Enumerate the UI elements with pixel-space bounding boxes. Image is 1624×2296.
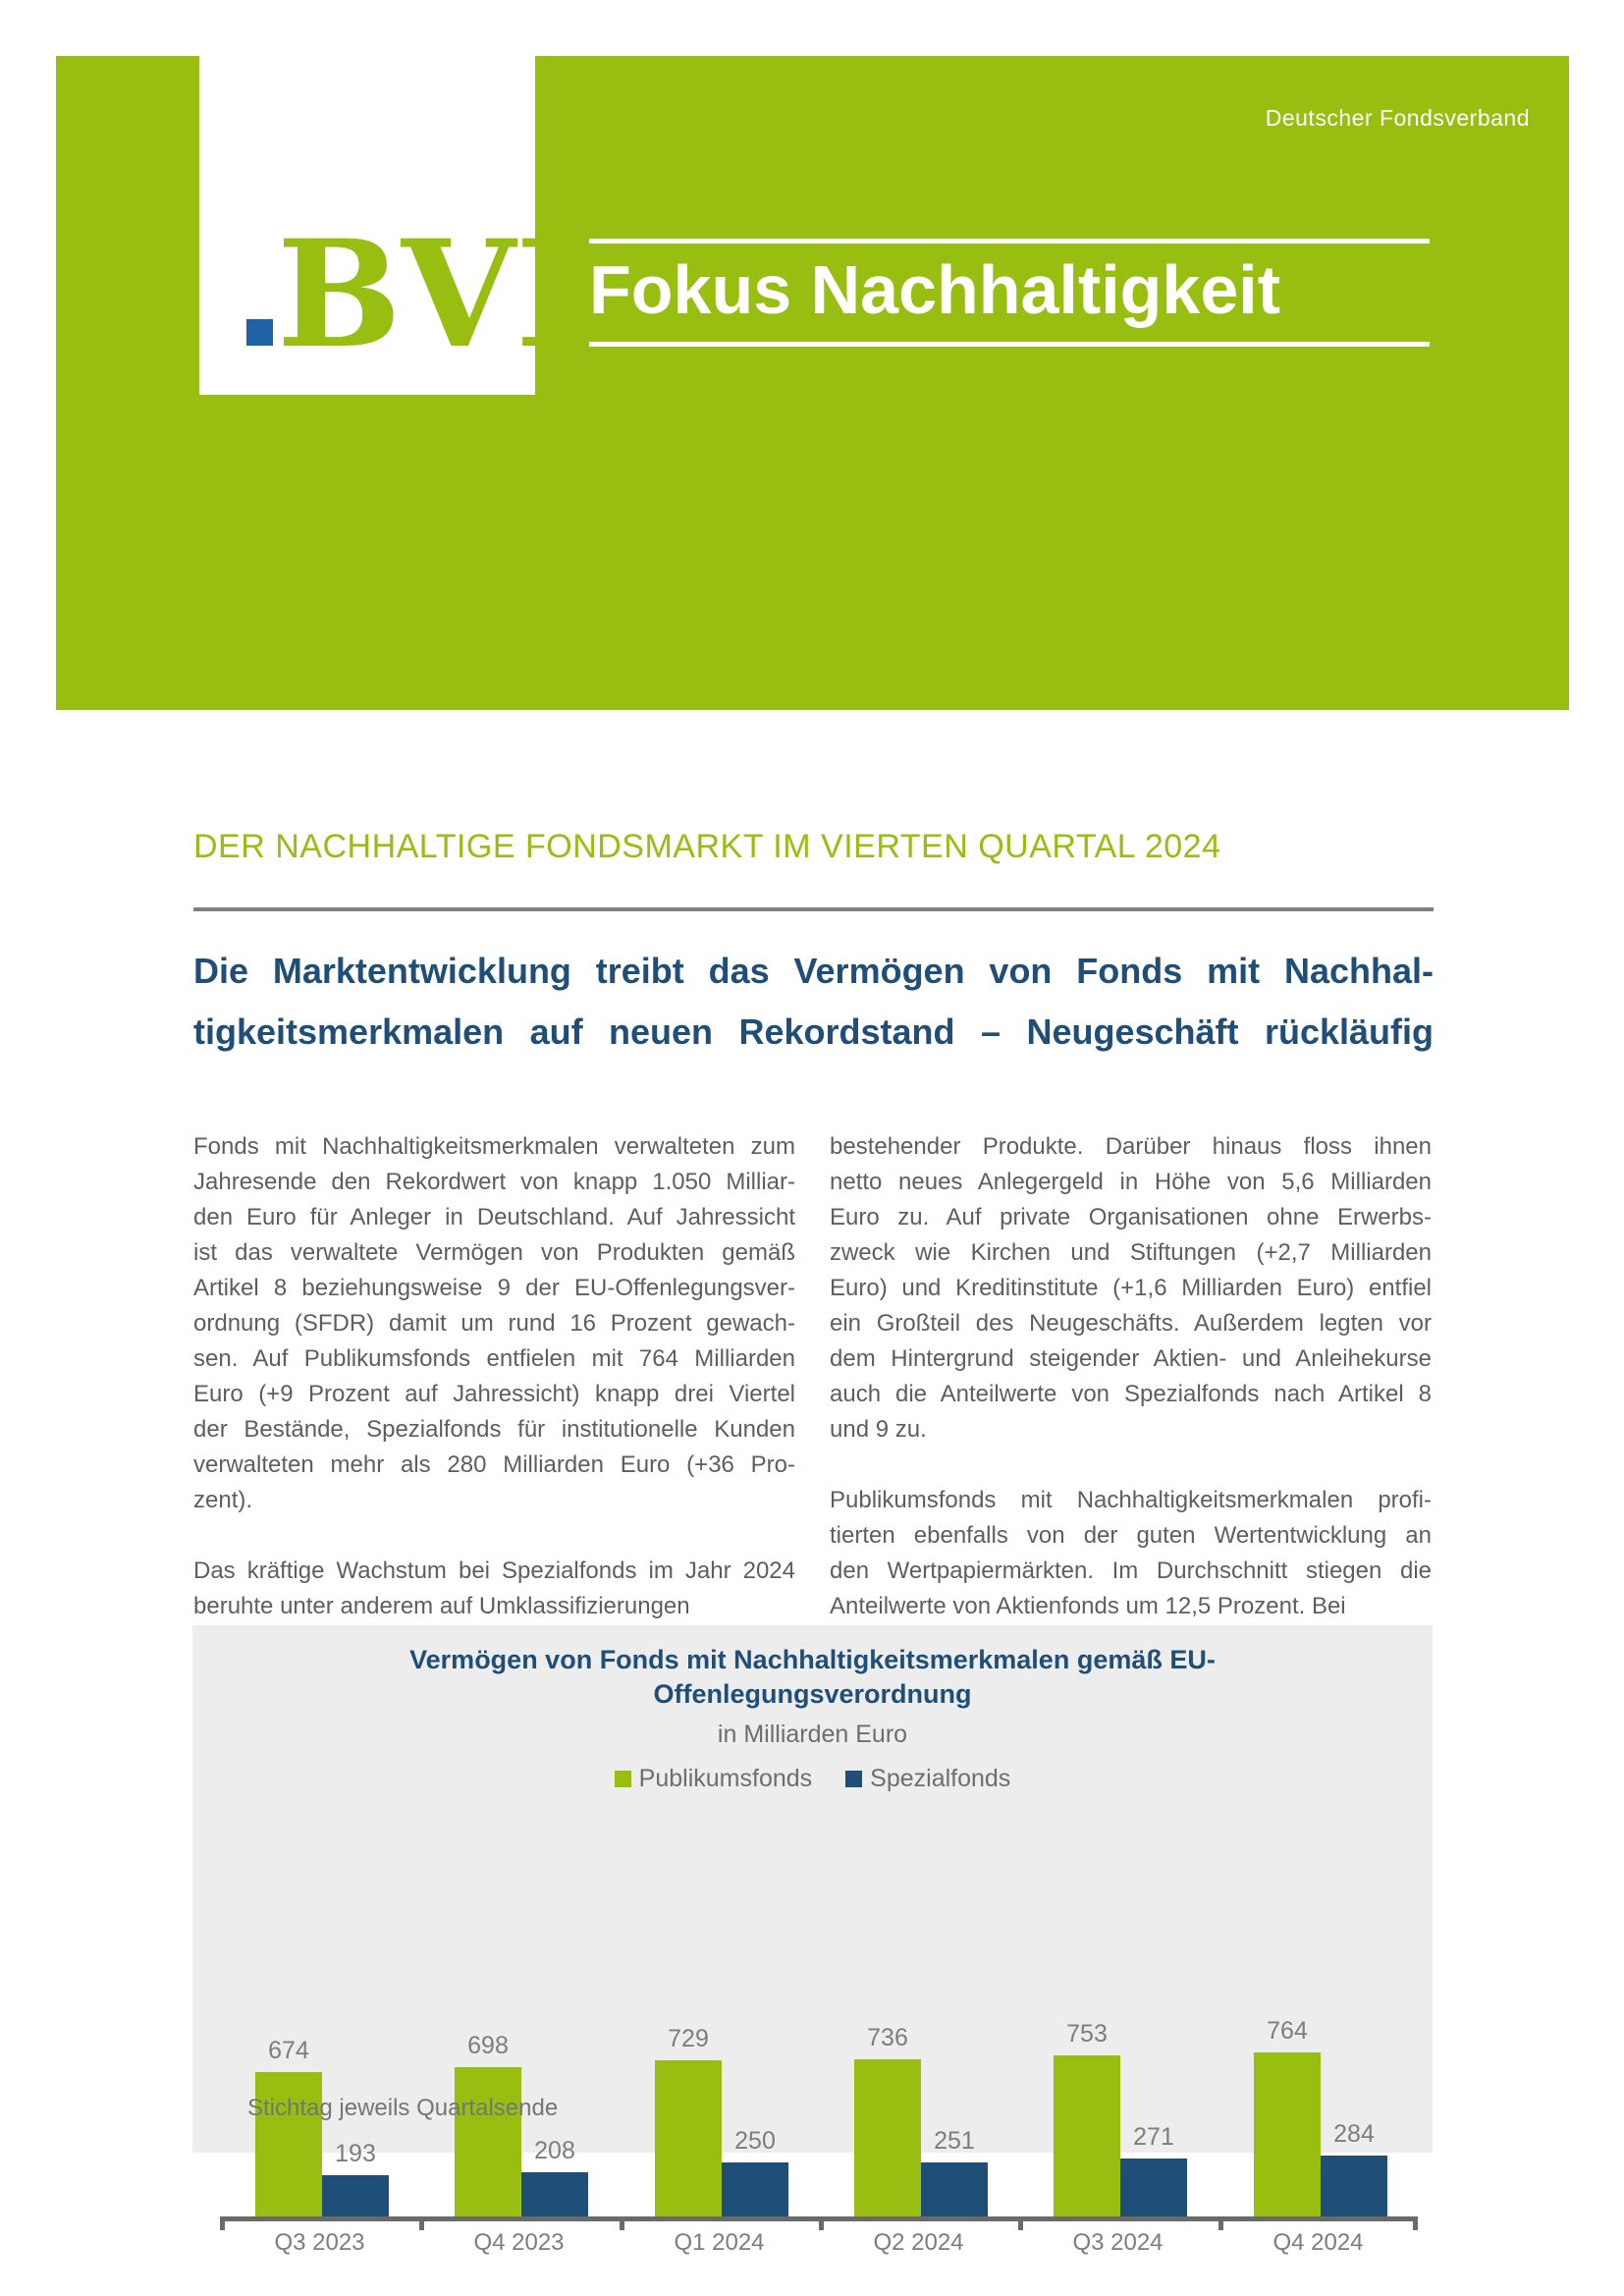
x-axis-tick (819, 2216, 824, 2230)
bvi-logo (199, 56, 585, 395)
chart-footnote: Stichtag jeweils Quartalsende (247, 2095, 559, 2121)
legend-swatch-icon (615, 1771, 631, 1787)
body-line: Euro) und Kreditinstitute (+1,6 Milliarden Euro) entfiel (830, 1275, 1432, 1301)
headline-line: Die Marktentwicklung treibt das Vermögen von Fonds mit Nachhal- (193, 951, 1434, 991)
legend-item (615, 1765, 812, 1793)
bar-value-label: 284 (1333, 2120, 1375, 2148)
paragraph (830, 1483, 1432, 1624)
body-column-left (193, 1129, 795, 1660)
legend-label: Publikumsfonds (638, 1765, 813, 1792)
bar-spezialfonds (322, 2175, 389, 2216)
x-axis-tick (1018, 2216, 1023, 2230)
body-line: ein Großteil des Neugeschäfts. Außerdem legten vor (830, 1310, 1432, 1337)
headline-line: tigkeitsmerkmalen auf neuen Rekordstand – Neugeschäft rückläufig (193, 1011, 1434, 1052)
x-axis-label: Q4 2023 (473, 2229, 565, 2256)
logo-wordmark (246, 208, 585, 381)
x-axis-tick (620, 2216, 624, 2230)
masthead-title-text: Fokus Nachhaltigkeit (589, 251, 1281, 328)
body-column-right (830, 1129, 1432, 1660)
article-headline (193, 941, 1434, 1063)
paragraph (830, 1129, 1432, 1448)
body-line: Artikel 8 beziehungsweise 9 der EU-Offenlegungsver- (193, 1275, 795, 1301)
body-line: verwalteten mehr als 280 Milliarden Euro (+36 Pro- (193, 1451, 795, 1478)
chart-title-line: Offenlegungsverordnung (653, 1679, 972, 1709)
bar-spezialfonds (1321, 2156, 1387, 2216)
legend-swatch-icon (845, 1771, 862, 1787)
bar-value-label: 698 (467, 2032, 509, 2059)
paragraph (193, 1129, 795, 1518)
body-line: dem Hintergrund steigender Aktien- und Anleihekurse (830, 1345, 1432, 1372)
body-line: der Bestände, Spezialfonds für institutionelle Kunden (193, 1416, 795, 1443)
x-axis-tick (220, 2216, 225, 2230)
bar-value-label: 251 (934, 2127, 975, 2155)
logo-text: BVI (277, 208, 585, 381)
chart-panel (192, 1625, 1433, 2256)
body-line: netto neues Anlegergeld in Höhe von 5,6 Milliarden (830, 1169, 1432, 1195)
bar-value-label: 674 (268, 2037, 309, 2064)
bar-value-label: 753 (1066, 2020, 1108, 2048)
bar-spezialfonds (921, 2162, 988, 2216)
chart-title-line: Vermögen von Fonds mit Nachhaltigkeitsmerkmalen gemäß EU- (409, 1645, 1216, 1674)
body-line: Das kräftige Wachstum bei Spezialfonds im Jahr 2024 (193, 1558, 795, 1584)
bar-value-label: 736 (867, 2024, 908, 2051)
chart-subtitle: in Milliarden Euro (717, 1721, 908, 1748)
paragraph (193, 1554, 795, 1624)
legend-label: Spezialfonds (870, 1765, 1011, 1792)
body-line: bestehender Produkte. Darüber hinaus floss ihnen (830, 1133, 1432, 1160)
bar-spezialfonds (521, 2172, 588, 2216)
bar-spezialfonds (722, 2162, 788, 2216)
masthead (56, 56, 1569, 710)
body-line: Jahresende den Rekordwert von knapp 1.050 Milliar- (193, 1169, 795, 1195)
body-line: beruhte unter anderem auf Umklassifizierungen (193, 1593, 690, 1619)
body-line: zweck wie Kirchen und Stiftungen (+2,7 Milliarden (830, 1239, 1432, 1266)
section-kicker: DER NACHHALTIGE FONDSMARKT IM VIERTEN QUARTAL 2024 (193, 828, 1221, 865)
body-line: tierten ebenfalls von der guten Wertentwicklung an (830, 1522, 1432, 1549)
body-line: den Euro für Anleger in Deutschland. Auf Jahressicht (193, 1204, 795, 1230)
masthead-title (589, 239, 1430, 347)
x-axis-label: Q3 2023 (274, 2229, 365, 2256)
x-axis-tick (1413, 2216, 1418, 2230)
x-axis-label: Q4 2024 (1272, 2229, 1364, 2256)
body-line: zent). (193, 1487, 253, 1513)
chart-legend (192, 1765, 1433, 1793)
chart-plot-area (192, 1819, 1433, 2270)
x-axis-tick (1218, 2216, 1223, 2230)
chart-title (192, 1643, 1433, 1712)
body-line: Anteilwerte von Aktienfonds um 12,5 Prozent. Bei (830, 1593, 1346, 1619)
body-line: Fonds mit Nachhaltigkeitsmerkmalen verwalteten zum (193, 1133, 795, 1160)
logo-dot-icon (246, 319, 273, 346)
masthead-tagline: Deutscher Fondsverband (1265, 105, 1530, 131)
body-line: Euro (+9 Prozent auf Jahressicht) knapp drei Viertel (193, 1381, 795, 1407)
bar-value-label: 271 (1133, 2123, 1174, 2151)
body-line: Euro zu. Auf private Organisationen ohne Erwerbs- (830, 1204, 1432, 1230)
divider-rule (193, 907, 1434, 911)
x-axis-tick (419, 2216, 424, 2230)
bar-value-label: 250 (734, 2127, 776, 2155)
body-line: sen. Auf Publikumsfonds entfielen mit 764 Milliarden (193, 1345, 795, 1372)
bar-value-label: 764 (1267, 2017, 1308, 2045)
body-line: Publikumsfonds mit Nachhaltigkeitsmerkmalen profi- (830, 1487, 1432, 1513)
legend-item (845, 1765, 1010, 1793)
body-line: auch die Anteilwerte von Spezialfonds nach Artikel 8 (830, 1381, 1432, 1407)
bar-value-label: 208 (534, 2137, 575, 2164)
bar-value-label: 193 (335, 2140, 376, 2167)
x-axis-label: Q3 2024 (1072, 2229, 1164, 2256)
body-line: ist das verwaltete Vermögen von Produkten gemäß (193, 1239, 795, 1266)
x-axis-label: Q1 2024 (674, 2229, 765, 2256)
bar-value-label: 729 (668, 2025, 709, 2052)
bar-spezialfonds (1120, 2159, 1187, 2216)
body-line: ordnung (SFDR) damit um rund 16 Prozent gewach- (193, 1310, 795, 1337)
x-axis (220, 1819, 1418, 2256)
body-line: und 9 zu. (830, 1416, 927, 1443)
body-line: den Wertpapiermärkten. Im Durchschnitt stiegen die (830, 1558, 1432, 1584)
x-axis-label: Q2 2024 (873, 2229, 964, 2256)
